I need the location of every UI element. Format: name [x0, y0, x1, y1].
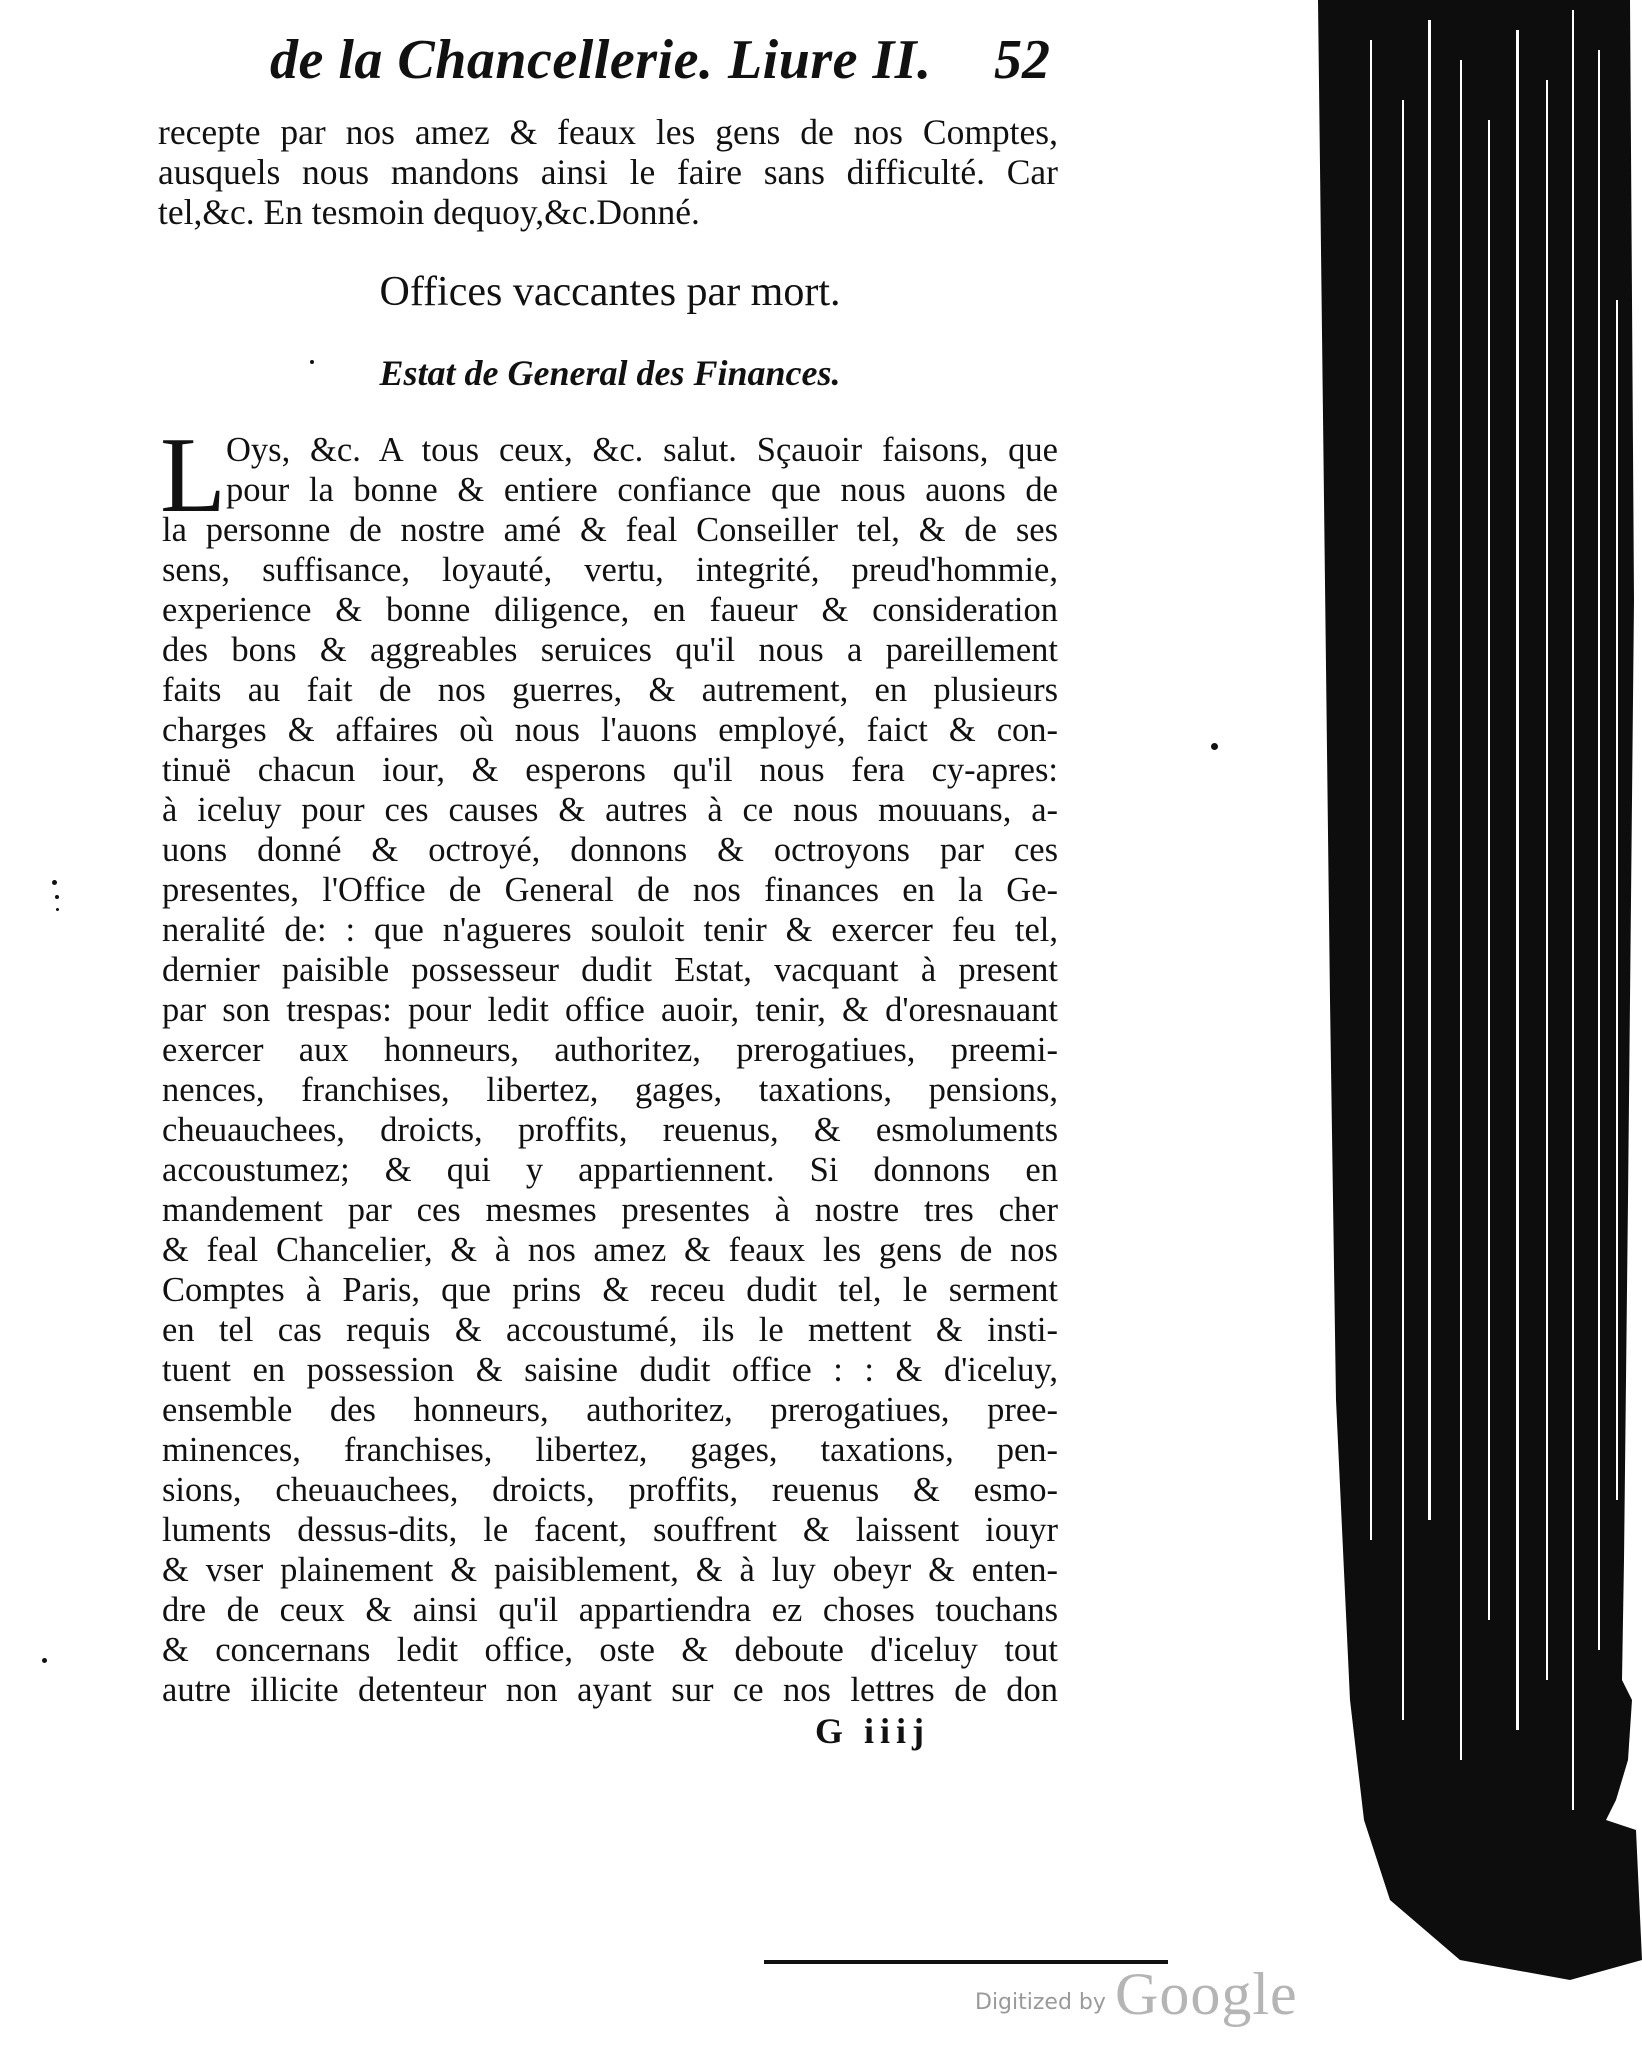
- body-line: cheuauchees, droicts, proffits, reuenus, & esmoluments: [162, 1111, 1058, 1149]
- body-line: & vser plainement & paisiblement, & à luy obeyr & enten-: [162, 1551, 1058, 1589]
- watermark-brand: Google: [1115, 1961, 1298, 2027]
- running-head: [150, 28, 1050, 98]
- body-line: luments dessus-dits, le facent, souffrent & laissent iouyr: [162, 1511, 1058, 1549]
- continuation-line: ausquels nous mandons ainsi le faire sans difficulté. Car: [158, 152, 1058, 192]
- body-line: exercer aux honneurs, authoritez, prerogatiues, preemi-: [162, 1031, 1058, 1069]
- ink-speck: [55, 895, 59, 899]
- ink-speck: [42, 1658, 47, 1663]
- watermark-prefix: Digitized by: [975, 1990, 1106, 2015]
- page-number: 52: [994, 29, 1050, 91]
- body-line: neralité de: : que n'agueres souloit tenir & exercer feu tel,: [162, 911, 1058, 949]
- body-line: accoustumez; & qui y appartiennent. Si donnons en: [162, 1151, 1058, 1189]
- ink-speck: [310, 360, 314, 364]
- book-fore-edge: [1310, 0, 1642, 2000]
- body-line: minences, franchises, libertez, gages, taxations, pen-: [162, 1431, 1058, 1469]
- body-line: Comptes à Paris, que prins & receu dudit tel, le serment: [162, 1271, 1058, 1309]
- body-line: & concernans ledit office, oste & deboute d'iceluy tout: [162, 1631, 1058, 1669]
- continuation-line: tel,&c. En tesmoin dequoy,&c.Donné.: [158, 192, 700, 232]
- body-line: tuent en possession & saisine dudit office : : & d'iceluy,: [162, 1351, 1058, 1389]
- digitized-watermark: [975, 1960, 1315, 2040]
- body-line: la personne de nostre amé & feal Conseiller tel, & de ses: [162, 511, 1058, 549]
- running-title: de la Chancellerie. Liure II.: [270, 29, 932, 91]
- body-line: pour la bonne & entiere confiance que nous auons de: [226, 471, 1058, 509]
- body-line: en tel cas requis & accoustumé, ils le mettent & insti-: [162, 1311, 1058, 1349]
- body-line: autre illicite detenteur non ayant sur ce nos lettres de don: [162, 1671, 1058, 1709]
- body-line: uons donné & octroyé, donnons & octroyons par ces: [162, 831, 1058, 869]
- continuation-line: recepte par nos amez & feaux les gens de nos Comptes,: [158, 112, 1058, 152]
- body-line: tinuë chacun iour, & esperons qu'il nous fera cy-apres:: [162, 751, 1058, 789]
- body-line: sens, suffisance, loyauté, vertu, integrité, preud'hommie,: [162, 551, 1058, 589]
- body-line: des bons & aggreables seruices qu'il nous a pareillement: [162, 631, 1058, 669]
- section-subheading: Estat de General des Finances.: [379, 353, 841, 393]
- body-line: Oys, &c. A tous ceux, &c. salut. Sçauoir faisons, que: [226, 431, 1058, 469]
- body-line: à iceluy pour ces causes & autres à ce nous mouuans, a-: [162, 791, 1058, 829]
- signature-mark: G iiij: [815, 1711, 930, 1751]
- ink-speck: [56, 908, 59, 911]
- body-line: nences, franchises, libertez, gages, taxations, pensions,: [162, 1071, 1058, 1109]
- ink-speck: [52, 880, 57, 885]
- body-line: experience & bonne diligence, en faueur & consideration: [162, 591, 1058, 629]
- drop-cap: L: [160, 416, 226, 535]
- body-line: charges & affaires où nous l'auons employé, faict & con-: [162, 711, 1058, 749]
- body-line: presentes, l'Office de General de nos finances en la Ge-: [162, 871, 1058, 909]
- body-line: sions, cheuauchees, droicts, proffits, reuenus & esmo-: [162, 1471, 1058, 1509]
- body-line: faits au fait de nos guerres, & autrement, en plusieurs: [162, 671, 1058, 709]
- body-line: dernier paisible possesseur dudit Estat, vacquant à present: [162, 951, 1058, 989]
- body-line: par son trespas: pour ledit office auoir, tenir, & d'oresnauant: [162, 991, 1058, 1029]
- ink-speck: [1211, 743, 1218, 750]
- section-heading: Offices vaccantes par mort.: [379, 269, 841, 315]
- body-line: ensemble des honneurs, authoritez, prerogatiues, pree-: [162, 1391, 1058, 1429]
- body-line: mandement par ces mesmes presentes à nostre tres cher: [162, 1191, 1058, 1229]
- body-line: dre de ceux & ainsi qu'il appartiendra ez choses touchans: [162, 1591, 1058, 1629]
- body-line: & feal Chancelier, & à nos amez & feaux les gens de nos: [162, 1231, 1058, 1269]
